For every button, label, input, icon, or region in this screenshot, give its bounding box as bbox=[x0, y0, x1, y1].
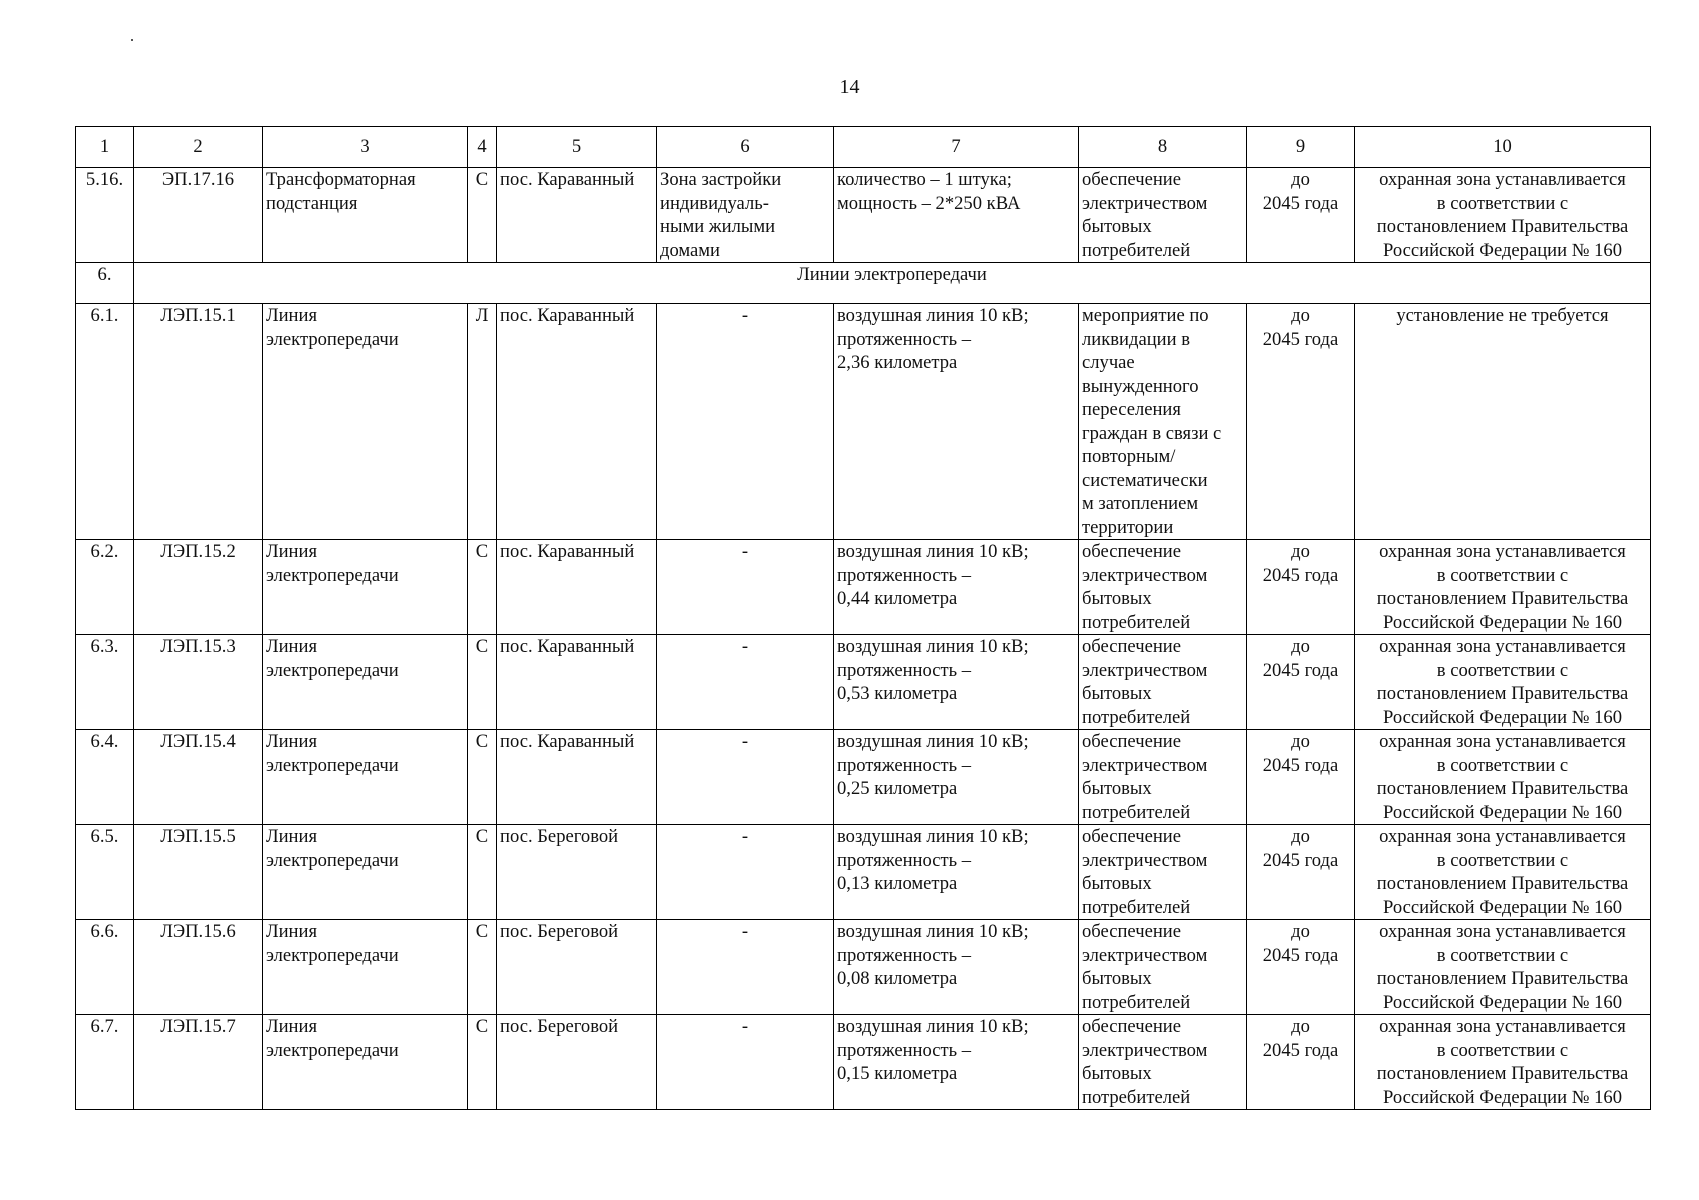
column-number: 2 bbox=[134, 127, 263, 168]
cell-characteristics bbox=[834, 920, 1079, 1015]
cell-line: воздушная линия 10 кВ; bbox=[837, 1016, 1029, 1037]
register-table bbox=[75, 126, 1651, 1110]
cell-line: охранная зона устанавливается bbox=[1379, 921, 1626, 942]
cell-number: 6.4. bbox=[76, 730, 134, 825]
cell-location: пос. Береговой bbox=[497, 1015, 657, 1110]
cell-line: до bbox=[1291, 731, 1310, 752]
cell-line: Российской Федерации № 160 bbox=[1382, 706, 1623, 728]
cell-line: случае bbox=[1082, 352, 1135, 373]
cell-location: пос. Береговой bbox=[497, 825, 657, 920]
cell-number: 6.3. bbox=[76, 635, 134, 730]
column-number: 10 bbox=[1355, 127, 1651, 168]
cell-line: постановлением Правительства bbox=[1376, 683, 1629, 704]
cell-code: ЛЭП.15.1 bbox=[134, 304, 263, 540]
cell-line: Линия bbox=[266, 731, 318, 752]
cell-line: в соответствии с bbox=[1436, 564, 1569, 586]
cell-zone: - bbox=[657, 635, 834, 730]
cell-status: С bbox=[468, 168, 497, 263]
cell-code: ЛЭП.15.6 bbox=[134, 920, 263, 1015]
cell-characteristics bbox=[834, 540, 1079, 635]
cell-line: территории bbox=[1082, 516, 1174, 538]
cell-number: 6.2. bbox=[76, 540, 134, 635]
cell-line: индивидуаль- bbox=[660, 192, 769, 214]
cell-number: 6.1. bbox=[76, 304, 134, 540]
cell-line: электричеством bbox=[1082, 944, 1208, 966]
cell-line: граждан в связи с bbox=[1082, 422, 1222, 444]
cell-line: систематически bbox=[1082, 469, 1208, 491]
cell-line: Линия bbox=[266, 636, 318, 657]
cell-line: 0,25 километра bbox=[837, 778, 958, 799]
cell-line: обеспечение bbox=[1082, 541, 1181, 562]
cell-line: в соответствии с bbox=[1436, 944, 1569, 966]
cell-line: потребителей bbox=[1082, 706, 1191, 728]
cell-location: пос. Караванный bbox=[497, 730, 657, 825]
cell-characteristics bbox=[834, 635, 1079, 730]
cell-line: 2045 года bbox=[1262, 1039, 1339, 1061]
cell-line: бытовых bbox=[1082, 778, 1152, 799]
cell-characteristics bbox=[834, 1015, 1079, 1110]
cell-location: пос. Караванный bbox=[497, 635, 657, 730]
cell-line: охранная зона устанавливается bbox=[1379, 731, 1626, 752]
cell-deadline bbox=[1247, 1015, 1355, 1110]
cell-line: бытовых bbox=[1082, 1063, 1152, 1084]
cell-zone: - bbox=[657, 304, 834, 540]
cell-line: охранная зона устанавливается bbox=[1379, 826, 1626, 847]
cell-location: пос. Караванный bbox=[497, 168, 657, 263]
scan-speck bbox=[131, 39, 133, 41]
cell-line: электропередачи bbox=[266, 1039, 399, 1061]
cell-code: ЛЭП.15.7 bbox=[134, 1015, 263, 1110]
column-number: 1 bbox=[76, 127, 134, 168]
cell-line: 0,13 километра bbox=[837, 873, 958, 894]
cell-line: 2045 года bbox=[1262, 659, 1339, 681]
cell-deadline bbox=[1247, 825, 1355, 920]
column-number: 4 bbox=[468, 127, 497, 168]
cell-line: электричеством bbox=[1082, 564, 1208, 586]
column-number: 7 bbox=[834, 127, 1079, 168]
cell-purpose bbox=[1079, 1015, 1247, 1110]
cell-line: электропередачи bbox=[266, 754, 399, 776]
cell-purpose bbox=[1079, 825, 1247, 920]
section-number: 6. bbox=[76, 263, 134, 304]
cell-line: в соответствии с bbox=[1436, 1039, 1569, 1061]
cell-line: 0,44 километра bbox=[837, 588, 958, 609]
cell-line: до bbox=[1291, 169, 1310, 190]
cell-line: повторным/ bbox=[1082, 446, 1176, 467]
cell-line: воздушная линия 10 кВ; bbox=[837, 826, 1029, 847]
cell-restriction bbox=[1355, 730, 1651, 825]
cell-line: Российской Федерации № 160 bbox=[1382, 991, 1623, 1013]
cell-zone: - bbox=[657, 540, 834, 635]
cell-line: Линия bbox=[266, 921, 318, 942]
cell-restriction bbox=[1355, 304, 1651, 540]
cell-line: подстанция bbox=[266, 192, 358, 214]
cell-line: до bbox=[1291, 305, 1310, 326]
cell-line: количество – 1 штука; bbox=[837, 169, 1012, 190]
table-row bbox=[76, 730, 1651, 825]
cell-line: 2045 года bbox=[1262, 754, 1339, 776]
cell-line: электропередачи bbox=[266, 659, 399, 681]
column-number: 8 bbox=[1079, 127, 1247, 168]
cell-line: мероприятие по bbox=[1082, 305, 1209, 326]
cell-characteristics bbox=[834, 304, 1079, 540]
cell-number: 6.7. bbox=[76, 1015, 134, 1110]
cell-number: 5.16. bbox=[76, 168, 134, 263]
cell-line: бытовых bbox=[1082, 216, 1152, 237]
cell-line: Линия bbox=[266, 305, 318, 326]
cell-line: обеспечение bbox=[1082, 921, 1181, 942]
cell-line: Линия bbox=[266, 541, 318, 562]
cell-status: С bbox=[468, 540, 497, 635]
cell-code: ЛЭП.15.2 bbox=[134, 540, 263, 635]
cell-line: обеспечение bbox=[1082, 826, 1181, 847]
cell-line: постановлением Правительства bbox=[1376, 778, 1629, 799]
table-row bbox=[76, 540, 1651, 635]
cell-line: до bbox=[1291, 1016, 1310, 1037]
cell-line: 0,53 километра bbox=[837, 683, 958, 704]
cell-line: постановлением Правительства bbox=[1376, 873, 1629, 894]
cell-line: потребителей bbox=[1082, 611, 1191, 633]
cell-line: воздушная линия 10 кВ; bbox=[837, 731, 1029, 752]
cell-characteristics bbox=[834, 168, 1079, 263]
cell-line: обеспечение bbox=[1082, 731, 1181, 752]
cell-line: Линия bbox=[266, 826, 318, 847]
cell-characteristics bbox=[834, 825, 1079, 920]
cell-line: в соответствии с bbox=[1436, 849, 1569, 871]
cell-line: до bbox=[1291, 636, 1310, 657]
cell-line: электропередачи bbox=[266, 944, 399, 966]
cell-line: охранная зона устанавливается bbox=[1379, 1016, 1626, 1037]
table-row bbox=[76, 1015, 1651, 1110]
table-row bbox=[76, 168, 1651, 263]
cell-status: С bbox=[468, 825, 497, 920]
cell-name bbox=[263, 168, 468, 263]
cell-line: обеспечение bbox=[1082, 636, 1181, 657]
cell-line: м затоплением bbox=[1082, 493, 1199, 514]
cell-line: протяженность – bbox=[837, 1039, 972, 1061]
cell-line: 2,36 километра bbox=[837, 352, 958, 373]
cell-line: в соответствии с bbox=[1436, 754, 1569, 776]
cell-line: потребителей bbox=[1082, 239, 1191, 261]
cell-name bbox=[263, 635, 468, 730]
cell-line: мощность – 2*250 кВА bbox=[837, 192, 1021, 214]
table-row bbox=[76, 920, 1651, 1015]
cell-line: охранная зона устанавливается bbox=[1379, 541, 1626, 562]
cell-characteristics bbox=[834, 730, 1079, 825]
cell-deadline bbox=[1247, 304, 1355, 540]
cell-purpose bbox=[1079, 168, 1247, 263]
cell-line: 0,15 километра bbox=[837, 1063, 958, 1084]
cell-line: Трансформаторная bbox=[266, 169, 416, 190]
cell-status: С bbox=[468, 1015, 497, 1110]
cell-status: С bbox=[468, 920, 497, 1015]
cell-purpose bbox=[1079, 304, 1247, 540]
cell-line: электричеством bbox=[1082, 1039, 1208, 1061]
cell-line: Российской Федерации № 160 bbox=[1382, 801, 1623, 823]
cell-line: электричеством bbox=[1082, 754, 1208, 776]
cell-name bbox=[263, 825, 468, 920]
cell-line: протяженность – bbox=[837, 754, 972, 776]
cell-purpose bbox=[1079, 920, 1247, 1015]
cell-deadline bbox=[1247, 540, 1355, 635]
cell-zone bbox=[657, 168, 834, 263]
cell-name bbox=[263, 540, 468, 635]
cell-line: постановлением Правительства bbox=[1376, 968, 1629, 989]
table-row bbox=[76, 304, 1651, 540]
cell-line: обеспечение bbox=[1082, 1016, 1181, 1037]
cell-line: электропередачи bbox=[266, 564, 399, 586]
cell-name bbox=[263, 920, 468, 1015]
cell-line: протяженность – bbox=[837, 564, 972, 586]
table-row bbox=[76, 635, 1651, 730]
cell-line: 2045 года bbox=[1262, 944, 1339, 966]
cell-line: обеспечение bbox=[1082, 169, 1181, 190]
cell-code: ЛЭП.15.4 bbox=[134, 730, 263, 825]
cell-line: воздушная линия 10 кВ; bbox=[837, 305, 1029, 326]
cell-restriction bbox=[1355, 635, 1651, 730]
cell-line: потребителей bbox=[1082, 1086, 1191, 1108]
cell-line: Российской Федерации № 160 bbox=[1382, 611, 1623, 633]
cell-line: до bbox=[1291, 541, 1310, 562]
cell-line: электропередачи bbox=[266, 328, 399, 350]
cell-line: Российской Федерации № 160 bbox=[1382, 239, 1623, 261]
cell-name bbox=[263, 730, 468, 825]
cell-purpose bbox=[1079, 635, 1247, 730]
cell-location: пос. Караванный bbox=[497, 304, 657, 540]
cell-line: охранная зона устанавливается bbox=[1379, 169, 1626, 190]
table-row bbox=[76, 825, 1651, 920]
cell-line: ными жилыми bbox=[660, 216, 776, 237]
cell-restriction bbox=[1355, 168, 1651, 263]
cell-restriction bbox=[1355, 540, 1651, 635]
cell-line: Зона застройки bbox=[660, 169, 782, 190]
cell-status: Л bbox=[468, 304, 497, 540]
column-number: 9 bbox=[1247, 127, 1355, 168]
cell-status: С bbox=[468, 635, 497, 730]
cell-line: воздушная линия 10 кВ; bbox=[837, 921, 1029, 942]
cell-zone: - bbox=[657, 920, 834, 1015]
column-number: 6 bbox=[657, 127, 834, 168]
cell-line: электричеством bbox=[1082, 192, 1208, 214]
cell-deadline bbox=[1247, 920, 1355, 1015]
cell-line: охранная зона устанавливается bbox=[1379, 636, 1626, 657]
cell-name bbox=[263, 1015, 468, 1110]
cell-location: пос. Караванный bbox=[497, 540, 657, 635]
section-row bbox=[76, 263, 1651, 304]
cell-restriction bbox=[1355, 825, 1651, 920]
cell-line: протяженность – bbox=[837, 659, 972, 681]
cell-zone: - bbox=[657, 730, 834, 825]
cell-line: в соответствии с bbox=[1436, 192, 1569, 214]
cell-code: ЛЭП.15.5 bbox=[134, 825, 263, 920]
cell-line: бытовых bbox=[1082, 968, 1152, 989]
cell-number: 6.6. bbox=[76, 920, 134, 1015]
cell-line: 2045 года bbox=[1262, 564, 1339, 586]
cell-location: пос. Береговой bbox=[497, 920, 657, 1015]
cell-line: установление не требуется bbox=[1396, 305, 1609, 326]
cell-line: до bbox=[1291, 826, 1310, 847]
cell-line: Российской Федерации № 160 bbox=[1382, 896, 1623, 918]
cell-line: вынужденного bbox=[1082, 375, 1199, 397]
cell-deadline bbox=[1247, 635, 1355, 730]
table-body bbox=[76, 127, 1651, 1110]
cell-line: электропередачи bbox=[266, 849, 399, 871]
cell-line: протяженность – bbox=[837, 849, 972, 871]
cell-line: постановлением Правительства bbox=[1376, 1063, 1629, 1084]
cell-line: Российской Федерации № 160 bbox=[1382, 1086, 1623, 1108]
section-title: Линии электропередачи bbox=[134, 263, 1651, 304]
cell-line: бытовых bbox=[1082, 588, 1152, 609]
cell-line: потребителей bbox=[1082, 896, 1191, 918]
cell-line: 2045 года bbox=[1262, 328, 1339, 350]
page-number: 14 bbox=[839, 76, 860, 98]
cell-line: 0,08 километра bbox=[837, 968, 958, 989]
column-number: 3 bbox=[263, 127, 468, 168]
cell-line: потребителей bbox=[1082, 991, 1191, 1013]
cell-zone: - bbox=[657, 1015, 834, 1110]
cell-line: электричеством bbox=[1082, 659, 1208, 681]
cell-line: Линия bbox=[266, 1016, 318, 1037]
column-number-row bbox=[76, 127, 1651, 168]
cell-number: 6.5. bbox=[76, 825, 134, 920]
cell-line: потребителей bbox=[1082, 801, 1191, 823]
cell-purpose bbox=[1079, 730, 1247, 825]
cell-line: воздушная линия 10 кВ; bbox=[837, 636, 1029, 657]
cell-deadline bbox=[1247, 168, 1355, 263]
column-number: 5 bbox=[497, 127, 657, 168]
cell-name bbox=[263, 304, 468, 540]
cell-line: бытовых bbox=[1082, 873, 1152, 894]
cell-line: до bbox=[1291, 921, 1310, 942]
cell-line: в соответствии с bbox=[1436, 659, 1569, 681]
cell-line: постановлением Правительства bbox=[1376, 216, 1629, 237]
cell-code: ЭП.17.16 bbox=[134, 168, 263, 263]
cell-line: протяженность – bbox=[837, 328, 972, 350]
cell-line: воздушная линия 10 кВ; bbox=[837, 541, 1029, 562]
cell-deadline bbox=[1247, 730, 1355, 825]
cell-line: электричеством bbox=[1082, 849, 1208, 871]
cell-line: 2045 года bbox=[1262, 192, 1339, 214]
cell-line: переселения bbox=[1082, 399, 1181, 420]
cell-line: протяженность – bbox=[837, 944, 972, 966]
cell-line: 2045 года bbox=[1262, 849, 1339, 871]
cell-purpose bbox=[1079, 540, 1247, 635]
cell-line: постановлением Правительства bbox=[1376, 588, 1629, 609]
cell-code: ЛЭП.15.3 bbox=[134, 635, 263, 730]
cell-restriction bbox=[1355, 1015, 1651, 1110]
cell-line: ликвидации в bbox=[1082, 328, 1190, 350]
cell-restriction bbox=[1355, 920, 1651, 1015]
cell-zone: - bbox=[657, 825, 834, 920]
cell-line: домами bbox=[660, 239, 721, 261]
cell-line: бытовых bbox=[1082, 683, 1152, 704]
cell-status: С bbox=[468, 730, 497, 825]
